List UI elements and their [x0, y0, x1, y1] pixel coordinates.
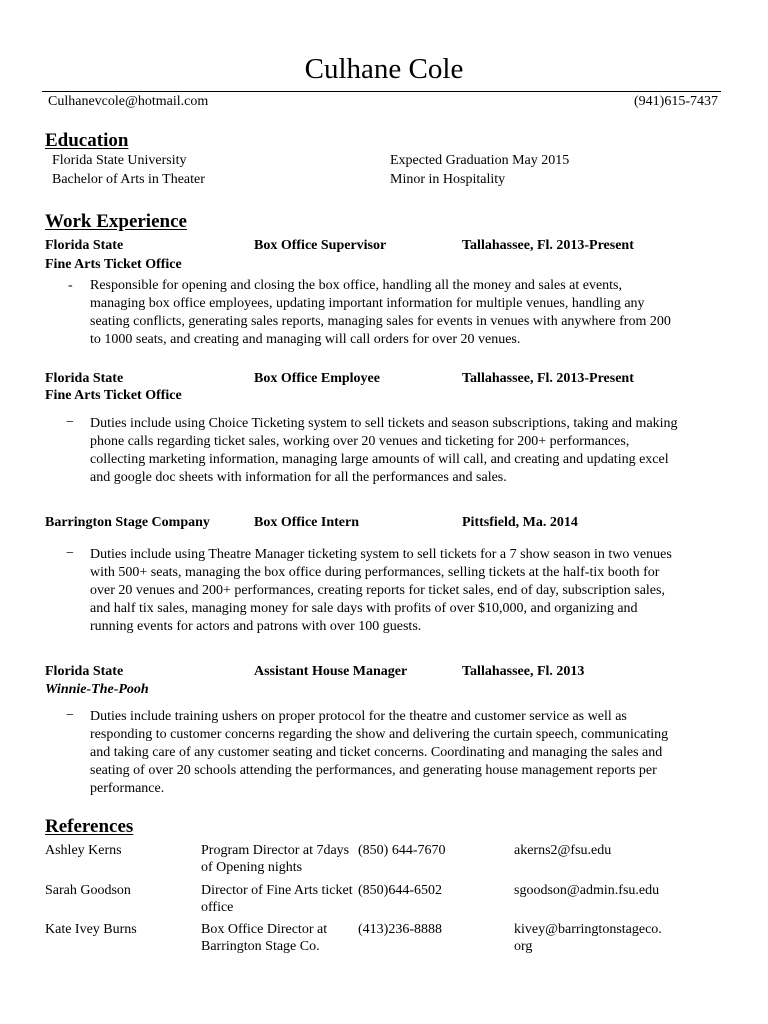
job-description-line: Duties include training ushers on proper protocol for the theatre and customer service as well as	[90, 709, 627, 724]
job-description-line: running events for actors and patrons with over 100 guests.	[90, 619, 422, 634]
reference-phone: (850) 644-7670	[358, 843, 446, 858]
reference-email: akerns2@fsu.edu	[514, 843, 612, 858]
reference-name: Kate Ivey Burns	[45, 922, 137, 937]
job-description-line: seating conflicts, generating sales reports, managing sales for events in venues with anywhere from 200	[90, 314, 671, 329]
job-location-dates: Tallahassee, Fl. 2013-Present	[462, 371, 634, 386]
bullet-mark: −	[66, 546, 74, 561]
reference-name: Sarah Goodson	[45, 883, 131, 898]
job-description-line: to 1000 seats, and creating and managing will call orders for over 20 venues.	[90, 332, 521, 347]
reference-email: kivey@barringtonstageco.	[514, 922, 662, 937]
header-divider	[42, 91, 721, 92]
reference-role-cont: of Opening nights	[201, 860, 303, 875]
education-heading: Education	[45, 130, 129, 151]
work-experience-heading: Work Experience	[45, 211, 187, 232]
job-organization: Florida State	[45, 371, 124, 386]
job-location-dates: Tallahassee, Fl. 2013	[462, 664, 585, 679]
reference-role: Box Office Director at	[201, 922, 328, 937]
reference-role: Program Director at 7days	[201, 843, 350, 858]
job-description-line: and taking care of any customer seating and ticket concerns. Coordinating and managing the sales and	[90, 745, 663, 760]
job-organization: Florida State	[45, 664, 124, 679]
job-description-line: collecting marketing information, managing large amounts of will call, and creating and updating excel	[90, 452, 669, 467]
education-school: Florida State University	[52, 153, 187, 168]
bullet-mark: −	[66, 415, 74, 430]
bullet-mark: −	[66, 708, 74, 723]
job-organization: Florida State	[45, 238, 124, 253]
job-organization: Barrington Stage Company	[45, 515, 210, 530]
job-description-line: and google doc sheets with information for all the performances and sales.	[90, 470, 507, 485]
job-title: Assistant House Manager	[254, 664, 408, 679]
job-department: Fine Arts Ticket Office	[45, 388, 182, 403]
reference-phone: (850)644-6502	[358, 883, 442, 898]
job-description-line: seating of over 20 schools attending the performances, and generating house management reports per	[90, 763, 657, 778]
references-heading: References	[45, 816, 134, 837]
job-description-line: managing box office employees, updating important information for multiple venues, handling any	[90, 296, 645, 311]
job-description-line: Duties include using Theatre Manager ticketing system to sell tickets for a 7 show season in two venues	[90, 547, 672, 562]
job-production: Winnie-The-Pooh	[45, 682, 149, 697]
reference-role-cont: office	[201, 900, 234, 915]
applicant-name: Culhane Cole	[304, 53, 464, 85]
phone-number: (941)615-7437	[634, 94, 718, 109]
job-description-line: responding to customer concerns regarding the show and delivering the curtain speech, communicating	[90, 727, 669, 742]
reference-phone: (413)236-8888	[358, 922, 442, 937]
job-description-line: Duties include using Choice Ticketing system to sell tickets and season subscriptions, taking and making	[90, 416, 678, 431]
job-title: Box Office Intern	[254, 515, 359, 530]
job-description-line: phone calls regarding ticket sales, working over 20 venues and ticketing for 200+ performances,	[90, 434, 630, 449]
job-description-line: and half tix sales, managing money for sale days with profits of over $10,000, and organizing and	[90, 601, 638, 616]
education-degree: Bachelor of Arts in Theater	[52, 172, 205, 187]
job-description-line: over 20 venues and 200+ performances, creating reports for ticket sales, end of day, subscription sales,	[90, 583, 665, 598]
bullet-mark: -	[68, 278, 73, 293]
job-title: Box Office Supervisor	[254, 238, 387, 253]
reference-email: sgoodson@admin.fsu.edu	[514, 883, 660, 898]
job-description-line: with 500+ seats, managing the box office during performances, selling tickets at the half-tix booth for	[90, 565, 660, 580]
job-title: Box Office Employee	[254, 371, 380, 386]
email-address: Culhanevcole@hotmail.com	[48, 94, 209, 109]
education-graduation: Expected Graduation May 2015	[390, 153, 570, 168]
education-minor: Minor in Hospitality	[390, 172, 506, 187]
job-description-line: Responsible for opening and closing the box office, handling all the money and sales at events,	[90, 278, 623, 293]
reference-role-cont: Barrington Stage Co.	[201, 939, 320, 954]
job-description-line: performance.	[90, 781, 165, 796]
job-location-dates: Pittsfield, Ma. 2014	[462, 515, 578, 530]
job-location-dates: Tallahassee, Fl. 2013-Present	[462, 238, 634, 253]
reference-role: Director of Fine Arts ticket	[201, 883, 353, 898]
job-department: Fine Arts Ticket Office	[45, 257, 182, 272]
reference-email-cont: org	[514, 939, 533, 954]
reference-name: Ashley Kerns	[45, 843, 122, 858]
